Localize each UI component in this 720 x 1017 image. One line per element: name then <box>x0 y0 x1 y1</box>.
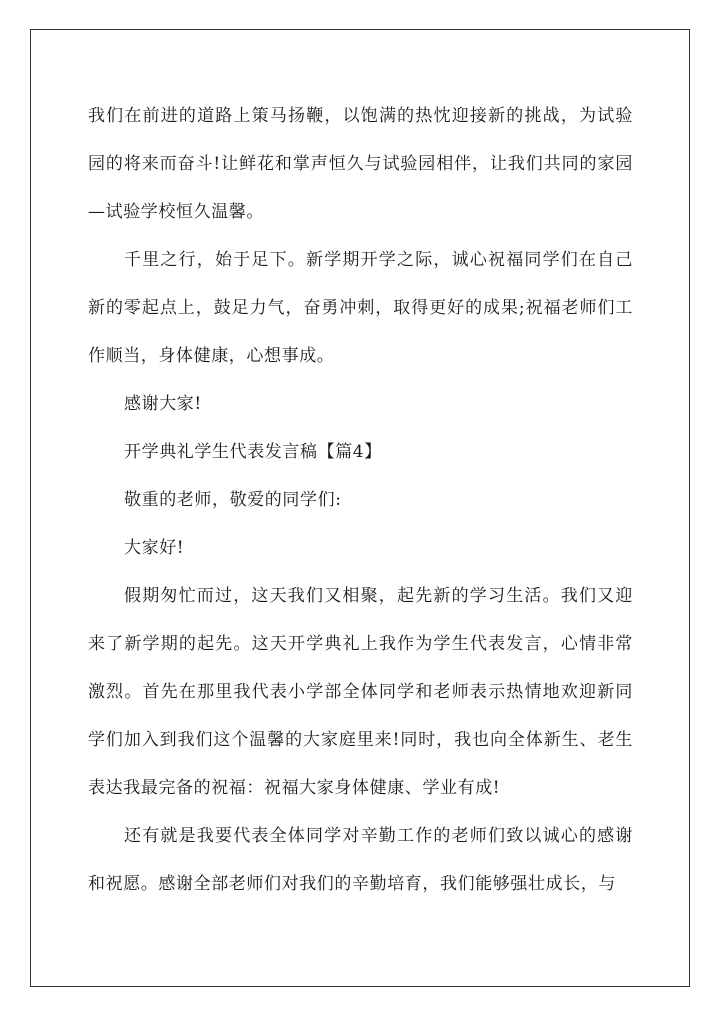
paragraph-7: 假期匆忙而过，这天我们又相聚，起先新的学习生活。我们又迎来了新学期的起先。这天开学典礼上我作为学生代表发言，心情非常激烈。首先在那里我代表小学部全体同学和老师表示热情地欢迎新同学们加入到我们这个温馨的大家庭里来!同时，我也向全体新生、老生表达我最完备的祝福：祝福大家身体健康、学业有成! <box>88 586 633 798</box>
paragraph-2: 千里之行，始于足下。新学期开学之际，诚心祝福同学们在自己新的零起点上，鼓足力气，奋勇冲刺，取得更好的成果;祝福老师们工作顺当，身体健康，心想事成。 <box>88 250 633 366</box>
document-body <box>88 92 633 908</box>
salutation: 敬重的老师，敬爱的同学们: <box>124 490 342 510</box>
section-heading: 开学典礼学生代表发言稿【篇4】 <box>124 442 382 462</box>
paragraph-8: 还有就是我要代表全体同学对辛勤工作的老师们致以诚心的感谢和祝愿。感谢全部老师们对我们的辛勤培育，我们能够强壮成长，与 <box>88 826 633 894</box>
paragraph-thanks: 感谢大家! <box>124 394 202 414</box>
greeting: 大家好! <box>124 538 185 558</box>
paragraph-1: 我们在前进的道路上策马扬鞭，以饱满的热忱迎接新的挑战，为试验园的将来而奋斗!让鲜花和掌声恒久与试验园相伴，让我们共同的家园—试验学校恒久温馨。 <box>88 106 633 222</box>
